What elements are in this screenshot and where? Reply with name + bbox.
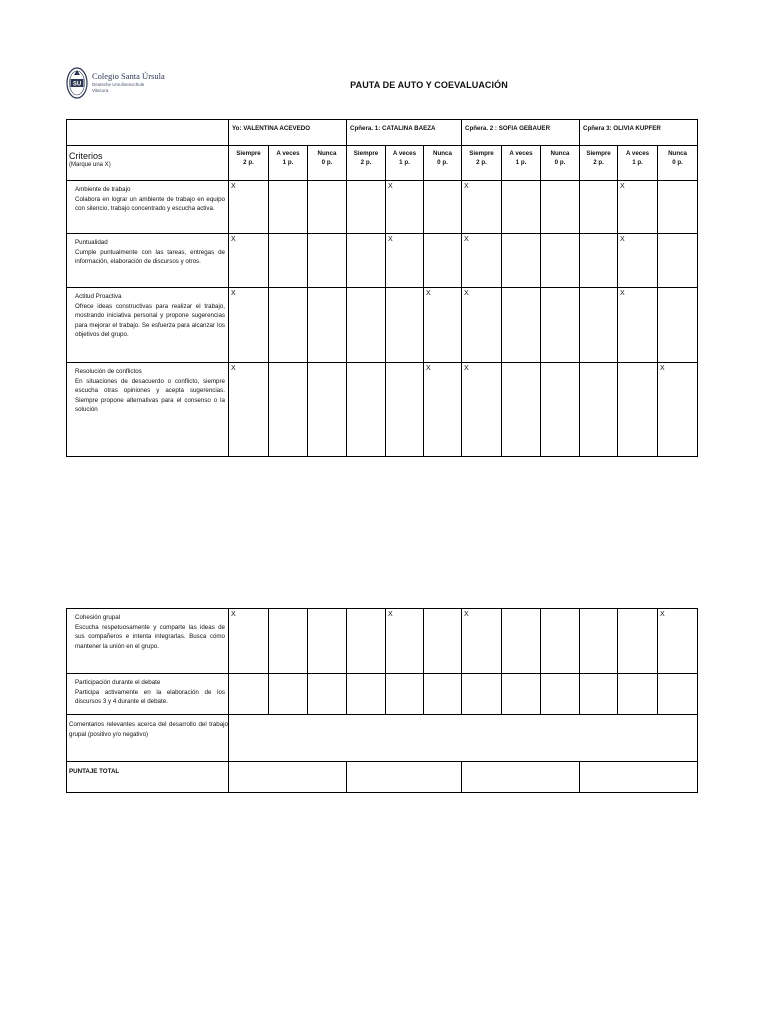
mark-x xyxy=(347,609,385,611)
mark-cell[interactable] xyxy=(502,609,541,674)
criterion-title: Ambiente de trabajo xyxy=(75,186,131,193)
mark-x: X xyxy=(464,183,469,190)
mark-x xyxy=(658,674,697,676)
mark-cell[interactable] xyxy=(386,363,424,457)
mark-x xyxy=(541,674,579,676)
mark-x xyxy=(269,609,307,611)
mark-x: X xyxy=(388,611,393,618)
mark-x xyxy=(618,609,657,611)
mark-cell[interactable] xyxy=(386,609,424,674)
mark-cell[interactable] xyxy=(541,363,580,457)
criterion-description: Colabora en lograr un ambiente de trabajo en equipo con silencio, trabajo concentrado y escucha activa. xyxy=(75,195,225,213)
mark-x xyxy=(502,234,540,236)
mark-x xyxy=(580,181,617,183)
criterion-description: En situaciones de desacuerdo o conflicto, siempre escucha otras opiniones y acepta sugerencias. Siempre propone alternativas para el consenso o la solución xyxy=(75,377,225,414)
mark-cell[interactable] xyxy=(462,234,502,288)
evaluated-partner-3: Cpñera 3: OLIVIA KUPFER xyxy=(580,120,698,146)
scale-nunca: Nunca 0 p. xyxy=(658,146,698,181)
scale-a-veces: A veces 1 p. xyxy=(386,146,424,181)
mark-cell[interactable] xyxy=(580,674,618,715)
criterion-cell xyxy=(67,609,229,674)
mark-x xyxy=(386,288,423,290)
criteria-rows-continued xyxy=(67,609,698,715)
mark-x: X xyxy=(388,183,393,190)
scale-nunca: Nunca 0 p. xyxy=(541,146,580,181)
mark-x: X xyxy=(660,365,665,372)
comments-label-cell xyxy=(67,715,229,762)
mark-x xyxy=(541,288,579,290)
mark-x xyxy=(618,363,657,365)
mark-x xyxy=(502,363,540,365)
mark-x: X xyxy=(620,236,625,243)
mark-x xyxy=(308,609,346,611)
header-blank-cell xyxy=(67,120,229,146)
mark-x xyxy=(308,234,346,236)
crest-letters: SU xyxy=(72,81,82,88)
mark-x xyxy=(462,674,501,676)
criteria-row xyxy=(67,181,698,234)
mark-cell[interactable] xyxy=(658,288,698,363)
total-label-cell xyxy=(67,762,229,793)
mark-cell[interactable] xyxy=(347,609,386,674)
mark-x xyxy=(308,181,346,183)
mark-cell[interactable] xyxy=(386,674,424,715)
mark-cell[interactable] xyxy=(308,181,347,234)
criteria-row xyxy=(67,674,698,715)
mark-cell[interactable] xyxy=(308,234,347,288)
mark-x xyxy=(347,234,385,236)
mark-cell[interactable] xyxy=(308,609,347,674)
mark-x xyxy=(580,363,617,365)
mark-x xyxy=(658,181,697,183)
criterion-cell xyxy=(67,674,229,715)
mark-cell[interactable] xyxy=(269,234,308,288)
mark-cell[interactable] xyxy=(269,609,308,674)
mark-x xyxy=(502,674,540,676)
mark-x xyxy=(580,234,617,236)
criterion-description: Ofrece ideas constructivas para realizar el trabajo, mostrando iniciativa personal y propone sugerencias para mejorar el trabajo. Se esfuerza para alcanzar los objetivos del grupo. xyxy=(75,302,225,339)
criterion-title: Resolución de conflictos xyxy=(75,368,142,375)
mark-x xyxy=(424,674,461,676)
school-subtitle-1: Deutsche Ursulinenschule xyxy=(92,81,145,87)
mark-x xyxy=(502,609,540,611)
comments-label: Comentarios relevantes acerca del desarrollo del trabajo grupal (positivo y/o negativo) xyxy=(69,721,228,738)
mark-cell[interactable] xyxy=(424,674,462,715)
mark-cell[interactable] xyxy=(308,674,347,715)
criterion-cell xyxy=(67,363,229,457)
mark-cell[interactable] xyxy=(541,181,580,234)
scale-nunca: Nunca 0 p. xyxy=(308,146,347,181)
mark-x xyxy=(269,288,307,290)
mark-cell[interactable] xyxy=(229,609,269,674)
mark-cell[interactable] xyxy=(580,609,618,674)
mark-x: X xyxy=(464,236,469,243)
mark-cell[interactable] xyxy=(229,363,269,457)
mark-cell[interactable] xyxy=(424,288,462,363)
comments-row xyxy=(67,715,698,762)
mark-x xyxy=(347,363,385,365)
scale-a-veces: A veces 1 p. xyxy=(269,146,308,181)
mark-x: X xyxy=(426,290,431,297)
total-partner-3[interactable] xyxy=(580,762,698,793)
mark-cell[interactable] xyxy=(386,234,424,288)
mark-x xyxy=(229,674,268,676)
mark-x: X xyxy=(464,365,469,372)
mark-x xyxy=(386,674,423,676)
criterion-title: Participación durante el debate xyxy=(75,679,161,686)
school-name: Colegio Santa Úrsula xyxy=(92,71,165,82)
mark-cell[interactable] xyxy=(269,288,308,363)
mark-cell[interactable] xyxy=(658,363,698,457)
mark-cell[interactable] xyxy=(424,181,462,234)
mark-cell[interactable] xyxy=(580,181,618,234)
mark-x xyxy=(502,181,540,183)
criteria-rows xyxy=(67,181,698,457)
mark-cell[interactable] xyxy=(541,674,580,715)
mark-cell[interactable] xyxy=(618,363,658,457)
mark-cell[interactable] xyxy=(580,234,618,288)
mark-x xyxy=(541,363,579,365)
scale-siempre: Siempre 2 p. xyxy=(462,146,502,181)
scale-siempre: Siempre 2 p. xyxy=(580,146,618,181)
mark-x xyxy=(424,609,461,611)
mark-x xyxy=(347,674,385,676)
mark-cell[interactable] xyxy=(502,234,541,288)
mark-cell[interactable] xyxy=(658,609,698,674)
criterion-description: Cumple puntualmente con las tareas, entregas de información, elaboración de discursos y otros. xyxy=(75,248,225,266)
mark-cell[interactable] xyxy=(658,181,698,234)
mark-x xyxy=(308,674,346,676)
mark-x xyxy=(269,674,307,676)
scale-header-row xyxy=(67,146,698,181)
criterion-title: Cohesión grupal xyxy=(75,614,121,621)
document-title: PAUTA DE AUTO Y COEVALUACIÓN xyxy=(350,80,508,90)
mark-x xyxy=(658,288,697,290)
mark-cell[interactable] xyxy=(462,363,502,457)
total-row xyxy=(67,762,698,793)
mark-cell[interactable] xyxy=(462,288,502,363)
criteria-row xyxy=(67,363,698,457)
mark-x xyxy=(308,363,346,365)
mark-cell[interactable] xyxy=(308,288,347,363)
mark-cell[interactable] xyxy=(308,363,347,457)
mark-x xyxy=(269,181,307,183)
mark-cell[interactable] xyxy=(502,363,541,457)
mark-cell[interactable] xyxy=(386,288,424,363)
mark-cell[interactable] xyxy=(618,234,658,288)
mark-x xyxy=(541,181,579,183)
mark-cell[interactable] xyxy=(347,181,386,234)
criterion-description: Escucha respetuosamente y comparte las ideas de sus compañeros e intenta integrarlas. Busca cómo mantener la unión en el grupo. xyxy=(75,623,225,650)
mark-cell[interactable] xyxy=(580,288,618,363)
mark-x xyxy=(347,181,385,183)
scale-siempre: Siempre 2 p. xyxy=(347,146,386,181)
mark-cell[interactable] xyxy=(580,363,618,457)
mark-cell[interactable] xyxy=(618,609,658,674)
mark-x xyxy=(580,288,617,290)
mark-x xyxy=(541,609,579,611)
mark-cell[interactable] xyxy=(386,181,424,234)
mark-cell[interactable] xyxy=(658,674,698,715)
scale-siempre: Siempre 2 p. xyxy=(229,146,269,181)
criteria-title: Criterios xyxy=(69,151,103,161)
mark-cell[interactable] xyxy=(618,181,658,234)
mark-cell[interactable] xyxy=(269,181,308,234)
mark-x xyxy=(269,363,307,365)
mark-x xyxy=(502,288,540,290)
mark-cell[interactable] xyxy=(541,609,580,674)
mark-x xyxy=(386,363,423,365)
mark-x xyxy=(618,674,657,676)
scale-a-veces: A veces 1 p. xyxy=(618,146,658,181)
mark-cell[interactable] xyxy=(424,609,462,674)
mark-x: X xyxy=(464,290,469,297)
mark-x xyxy=(580,609,617,611)
mark-x xyxy=(541,234,579,236)
mark-x: X xyxy=(388,236,393,243)
criterion-cell xyxy=(67,181,229,234)
mark-cell[interactable] xyxy=(229,181,269,234)
mark-x: X xyxy=(231,236,236,243)
mark-cell[interactable] xyxy=(424,234,462,288)
mark-cell[interactable] xyxy=(462,674,502,715)
mark-x xyxy=(308,288,346,290)
mark-cell[interactable] xyxy=(347,234,386,288)
mark-cell[interactable] xyxy=(347,288,386,363)
mark-cell[interactable] xyxy=(347,674,386,715)
mark-cell[interactable] xyxy=(658,234,698,288)
mark-x xyxy=(658,234,697,236)
mark-cell[interactable] xyxy=(229,674,269,715)
mark-x: X xyxy=(660,611,665,618)
mark-cell[interactable] xyxy=(502,674,541,715)
mark-cell[interactable] xyxy=(462,609,502,674)
criterion-cell xyxy=(67,288,229,363)
mark-x: X xyxy=(620,183,625,190)
criterion-title: Actitud Proactiva xyxy=(75,293,122,300)
evaluated-self: Yo: VALENTINA ACEVEDO xyxy=(229,120,347,146)
mark-x: X xyxy=(464,611,469,618)
scale-nunca: Nunca 0 p. xyxy=(424,146,462,181)
evaluated-partner-1: Cpñera. 1: CATALINA BAEZA xyxy=(347,120,462,146)
total-partner-1[interactable] xyxy=(347,762,462,793)
criterion-cell xyxy=(67,234,229,288)
total-label: PUNTAJE TOTAL xyxy=(69,768,120,775)
criteria-header xyxy=(67,146,229,181)
mark-x xyxy=(424,181,461,183)
evaluated-partner-2: Cpñera. 2 : SOFIA GEBAUER xyxy=(462,120,580,146)
mark-x xyxy=(580,674,617,676)
scale-a-veces: A veces 1 p. xyxy=(502,146,541,181)
criteria-row xyxy=(67,234,698,288)
evaluation-table xyxy=(66,119,698,457)
mark-cell[interactable] xyxy=(462,181,502,234)
mark-x xyxy=(269,234,307,236)
mark-cell[interactable] xyxy=(618,674,658,715)
total-self[interactable] xyxy=(229,762,347,793)
mark-x: X xyxy=(231,365,236,372)
mark-cell[interactable] xyxy=(541,234,580,288)
mark-cell[interactable] xyxy=(618,288,658,363)
evaluation-table-continued xyxy=(66,608,698,793)
mark-x: X xyxy=(231,611,236,618)
school-subtitle-2: Vitacura xyxy=(92,88,109,94)
mark-x xyxy=(424,234,461,236)
comments-field[interactable] xyxy=(229,715,698,762)
criterion-description: Participa activamente en la elaboración de los discursos 3 y 4 durante el debate. xyxy=(75,688,225,706)
mark-cell[interactable] xyxy=(269,674,308,715)
mark-x: X xyxy=(231,290,236,297)
mark-cell[interactable] xyxy=(502,288,541,363)
mark-cell[interactable] xyxy=(269,363,308,457)
mark-cell[interactable] xyxy=(502,181,541,234)
criteria-row xyxy=(67,609,698,674)
criteria-row xyxy=(67,288,698,363)
mark-x xyxy=(347,288,385,290)
mark-cell[interactable] xyxy=(424,363,462,457)
criterion-title: Puntualidad xyxy=(75,239,108,246)
mark-x: X xyxy=(231,183,236,190)
mark-x: X xyxy=(426,365,431,372)
mark-cell[interactable] xyxy=(541,288,580,363)
names-header-row xyxy=(67,120,698,146)
mark-cell[interactable] xyxy=(347,363,386,457)
mark-x: X xyxy=(620,290,625,297)
total-partner-2[interactable] xyxy=(462,762,580,793)
mark-cell[interactable] xyxy=(229,234,269,288)
criteria-note: (Marque una X) xyxy=(69,162,111,168)
mark-cell[interactable] xyxy=(229,288,269,363)
